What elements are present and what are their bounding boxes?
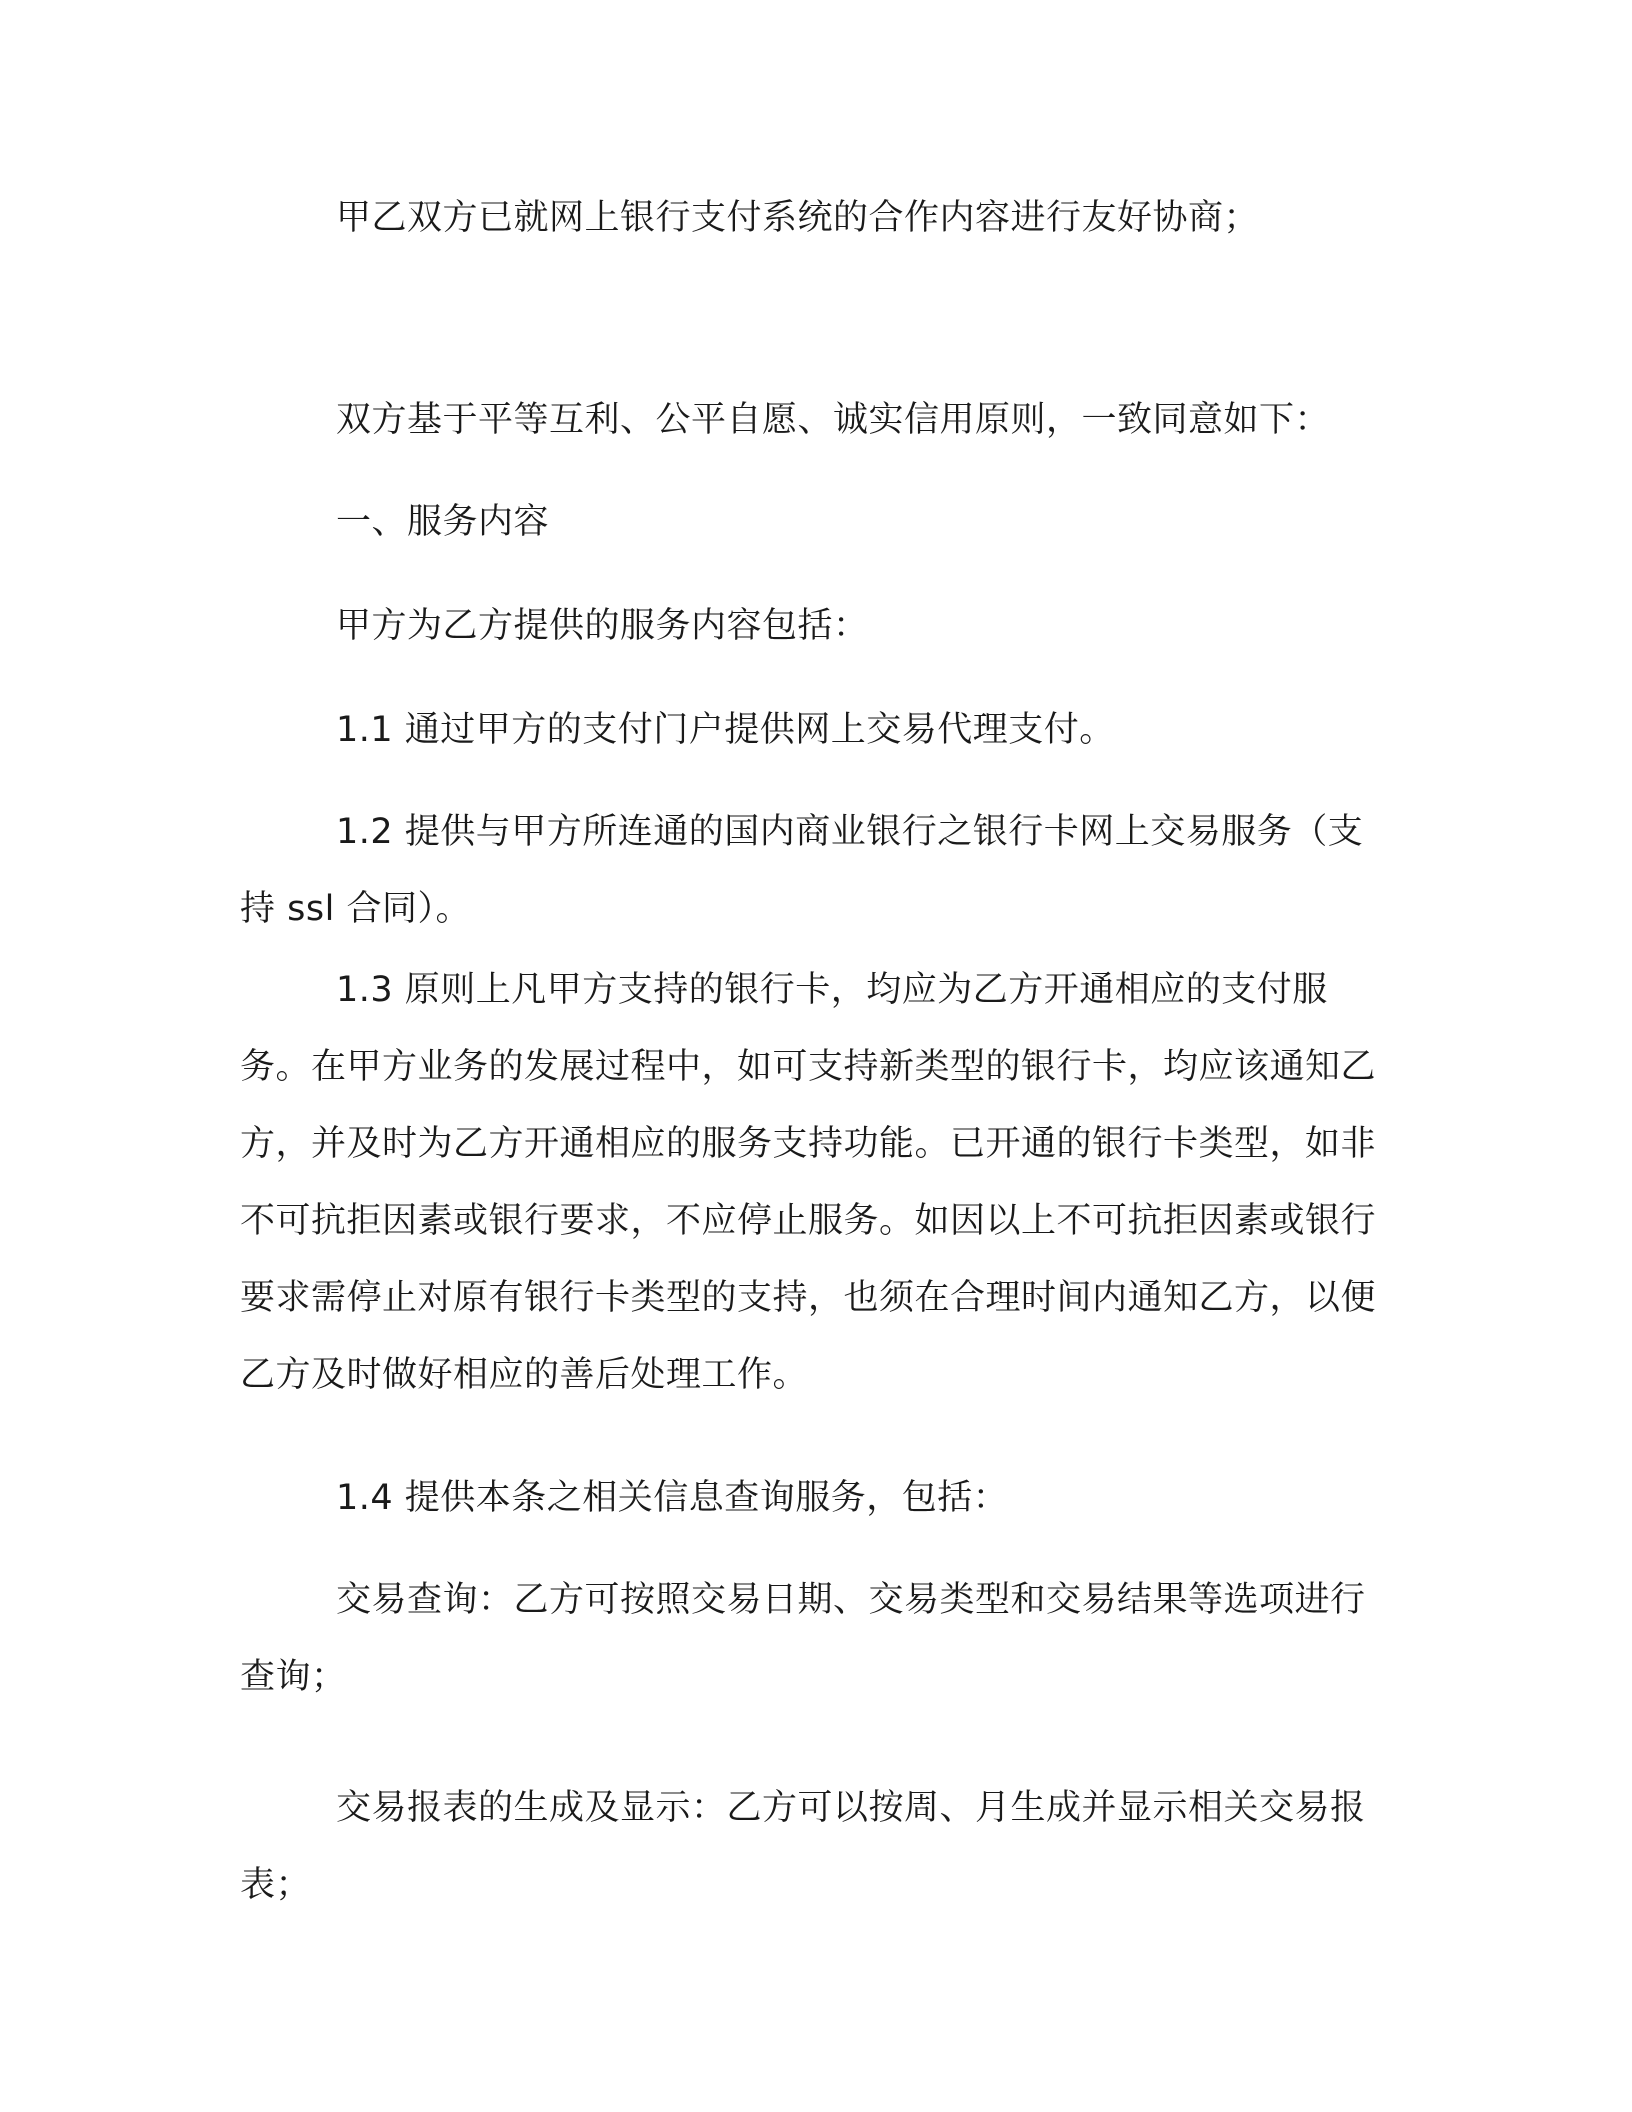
clause-1-3: 1.3 原则上凡甲方支持的银行卡，均应为乙方开通相应的支付服务。在甲方业务的发展过程中，如可支持新类型的银行卡，均应该通知乙方，并及时为乙方开通相应的服务支持功能。已开通的银行卡类型，如非不可抗拒因素或银行要求，不应停止服务。如因以上不可抗拒因素或银行要求需停止对原有银行卡类型的支持，也须在合理时间内通知乙方，以便乙方及时做好相应的善后处理工作。 [240, 970, 1377, 1395]
service-intro-paragraph: 甲方为乙方提供的服务内容包括： [336, 606, 869, 646]
transaction-query-paragraph: 交易查询：乙方可按照交易日期、交易类型和交易结果等选项进行查询； [240, 1580, 1366, 1697]
clause-1-1: 1.1 通过甲方的支付门户提供网上交易代理支付。 [336, 710, 1115, 750]
clause-1-2: 1.2 提供与甲方所连通的国内商业银行之银行卡网上交易服务（支持 ssl 合同）。 [240, 812, 1364, 929]
agreement-paragraph: 双方基于平等互利、公平自愿、诚实信用原则，一致同意如下： [336, 400, 1331, 440]
intro-paragraph: 甲乙双方已就网上银行支付系统的合作内容进行友好协商； [336, 198, 1260, 238]
clause-1-4: 1.4 提供本条之相关信息查询服务，包括： [336, 1478, 1009, 1518]
section-heading-service-content: 一、服务内容 [336, 502, 550, 542]
transaction-report-paragraph: 交易报表的生成及显示：乙方可以按周、月生成并显示相关交易报表； [240, 1788, 1366, 1905]
